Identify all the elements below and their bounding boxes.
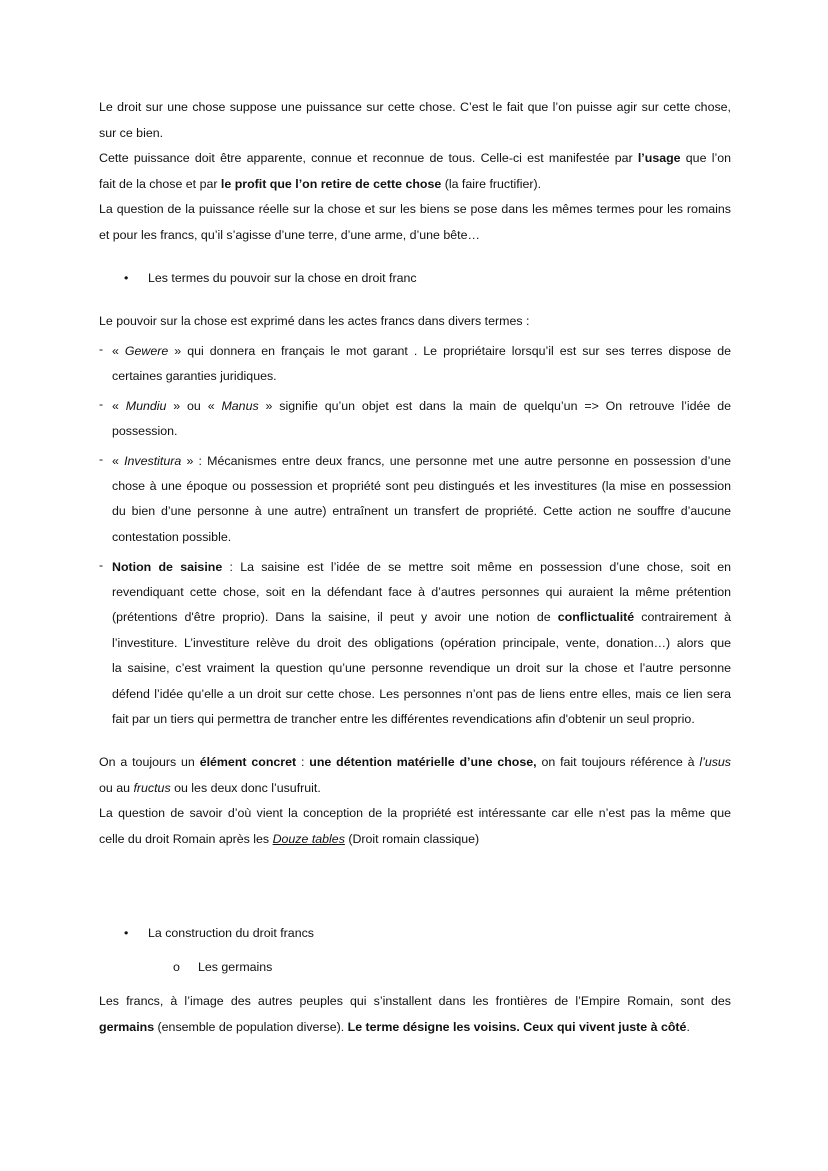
section-heading [148,270,731,286]
paragraph-line [99,150,731,166]
paragraph-line [99,201,731,217]
paragraph-line [99,125,731,141]
dash-marker: - [99,397,104,411]
bold-text: Notion de saisine [112,560,223,574]
text: celle du droit Romain après les [99,832,273,846]
dash-marker: - [99,452,104,466]
list-item-line [112,711,731,727]
bold-text: une détention matérielle d’une chose, [309,755,537,769]
list-item-line [112,529,731,545]
text: Les termes du pouvoir sur la chose en droit franc [148,271,417,285]
text: : [296,755,310,769]
text: « [112,344,125,358]
text: (ensemble de population diverse). [154,1020,348,1034]
text: défend l’idée qu’elle a un droit sur cette chose. Les personnes n’ont pas de liens entre elles, mais ce lien sera [112,687,731,701]
text: Le droit sur une chose suppose une puissance sur cette chose. C’est le fait que l’on puisse agir sur cette chose, [99,100,731,114]
list-item-line [112,635,731,651]
bold-text: Le terme désigne les voisins. Ceux qui vivent juste à côté [347,1020,687,1034]
italic-text: Manus [221,399,259,413]
list-item-line [112,478,731,494]
italic-text: Gewere [124,344,169,358]
text: La construction du droit francs [148,926,314,940]
text: » ou « [166,399,222,413]
text: du bien d’une personne à une autre) entraînent un transfert de propriété. Cette action ne souffre d’aucune [112,504,731,518]
dash-marker: - [99,342,104,356]
text: (la faire fructifier). [441,177,542,191]
bold-text: élément concret [199,755,297,769]
text: l’investiture. L’investiture relève du droit des obligations (opération principale, vente, donation…) alors que [112,636,731,650]
paragraph-line [99,993,731,1009]
text: que l’on [680,151,731,165]
paragraph-line [99,313,731,329]
list-item-line [112,398,731,414]
italic-text: Mundiu [125,399,167,413]
text: ou les deux donc l’usufruit. [170,781,321,795]
text: la saisine, c’est vraiment la question qu’une personne revendique un droit sur la chose et l’autre personne [112,661,731,675]
italic-text: l’usus [699,755,731,769]
text: sur ce bien. [99,126,164,140]
text: contestation possible. [112,530,232,544]
section-heading [148,925,731,941]
bold-text: germains [99,1020,155,1034]
text: » signifie qu’un objet est dans la main de quelqu’un => On retrouve l’idée de [258,399,731,413]
underlined-italic-text: Douze tables [272,832,345,846]
text: revendiquant cette chose, soit en la défendant face à d’autres personnes qui auraient la même prétention [112,585,731,599]
text: chose à une époque ou possession et propriété sont peu distingués et les investitures (la mise en possession [112,479,731,493]
text: . [686,1020,690,1034]
paragraph-line [99,176,731,192]
paragraph-line [99,227,731,243]
text: Le pouvoir sur la chose est exprimé dans les actes francs dans divers termes : [99,314,530,328]
list-item-line [112,559,731,575]
text: fait de la chose et par [99,177,221,191]
text: possession. [112,424,178,438]
paragraph-line [99,1019,731,1035]
list-item-line [112,584,731,600]
text: contrairement à [634,610,732,624]
paragraph-line [99,805,731,821]
text: ou au [99,781,134,795]
list-item-line [112,368,731,384]
list-item-line [112,660,731,676]
subsection-heading [198,959,731,975]
text: Les francs, à l’image des autres peuples qui s’installent dans les frontières de l’Empire Romain, sont des [99,994,731,1008]
text: (Droit romain classique) [344,832,480,846]
list-item-line [112,609,731,625]
paragraph-line [99,780,731,796]
paragraph-line [99,754,731,770]
list-item-line [112,343,731,359]
list-item-line [112,503,731,519]
paragraph-line [99,99,731,115]
text: et pour les francs, qu’il s’agisse d’une terre, d’une arme, d’une bête… [99,228,480,242]
list-item-line [112,686,731,702]
dash-marker: - [99,558,104,572]
list-item-line [112,423,731,439]
bold-text: conflictualité [557,610,635,624]
bold-text: l’usage [637,151,681,165]
text: La question de la puissance réelle sur la chose et sur les biens se pose dans les mêmes termes pour les romains [99,202,731,216]
text: (prétentions d'être proprio). Dans la saisine, il peut y avoir une notion de [112,610,558,624]
text: La question de savoir d’où vient la conception de la propriété est intéressante car elle n’est pas la même que [99,806,731,820]
italic-text: fructus [133,781,171,795]
text: » : Mécanismes entre deux francs, une personne met une autre personne en possession d’une [181,454,731,468]
circle-bullet-icon: o [173,960,180,974]
text: fait par un tiers qui permettra de trancher entre les différentes revendications afin d'obtenir un seul proprio. [112,712,695,726]
text: Cette puissance doit être apparente, connue et reconnue de tous. Celle-ci est manifestée par [99,151,638,165]
text: » qui donnera en français le mot garant . Le propriétaire lorsqu’il est sur ses terres dispose de [168,344,731,358]
list-item-line [112,453,731,469]
text: : La saisine est l’idée de se mettre soit même en possession d’une chose, soit en [222,560,732,574]
text: certaines garanties juridiques. [112,369,277,383]
text: « [112,399,126,413]
text: On a toujours un [99,755,200,769]
text: on fait toujours référence à [536,755,700,769]
italic-text: Investitura [124,454,182,468]
bullet-icon: • [124,926,129,940]
text: Les germains [198,960,273,974]
text: « [112,454,125,468]
bullet-icon: • [124,271,129,285]
bold-text: le profit que l’on retire de cette chose [220,177,442,191]
paragraph-line [99,831,731,847]
